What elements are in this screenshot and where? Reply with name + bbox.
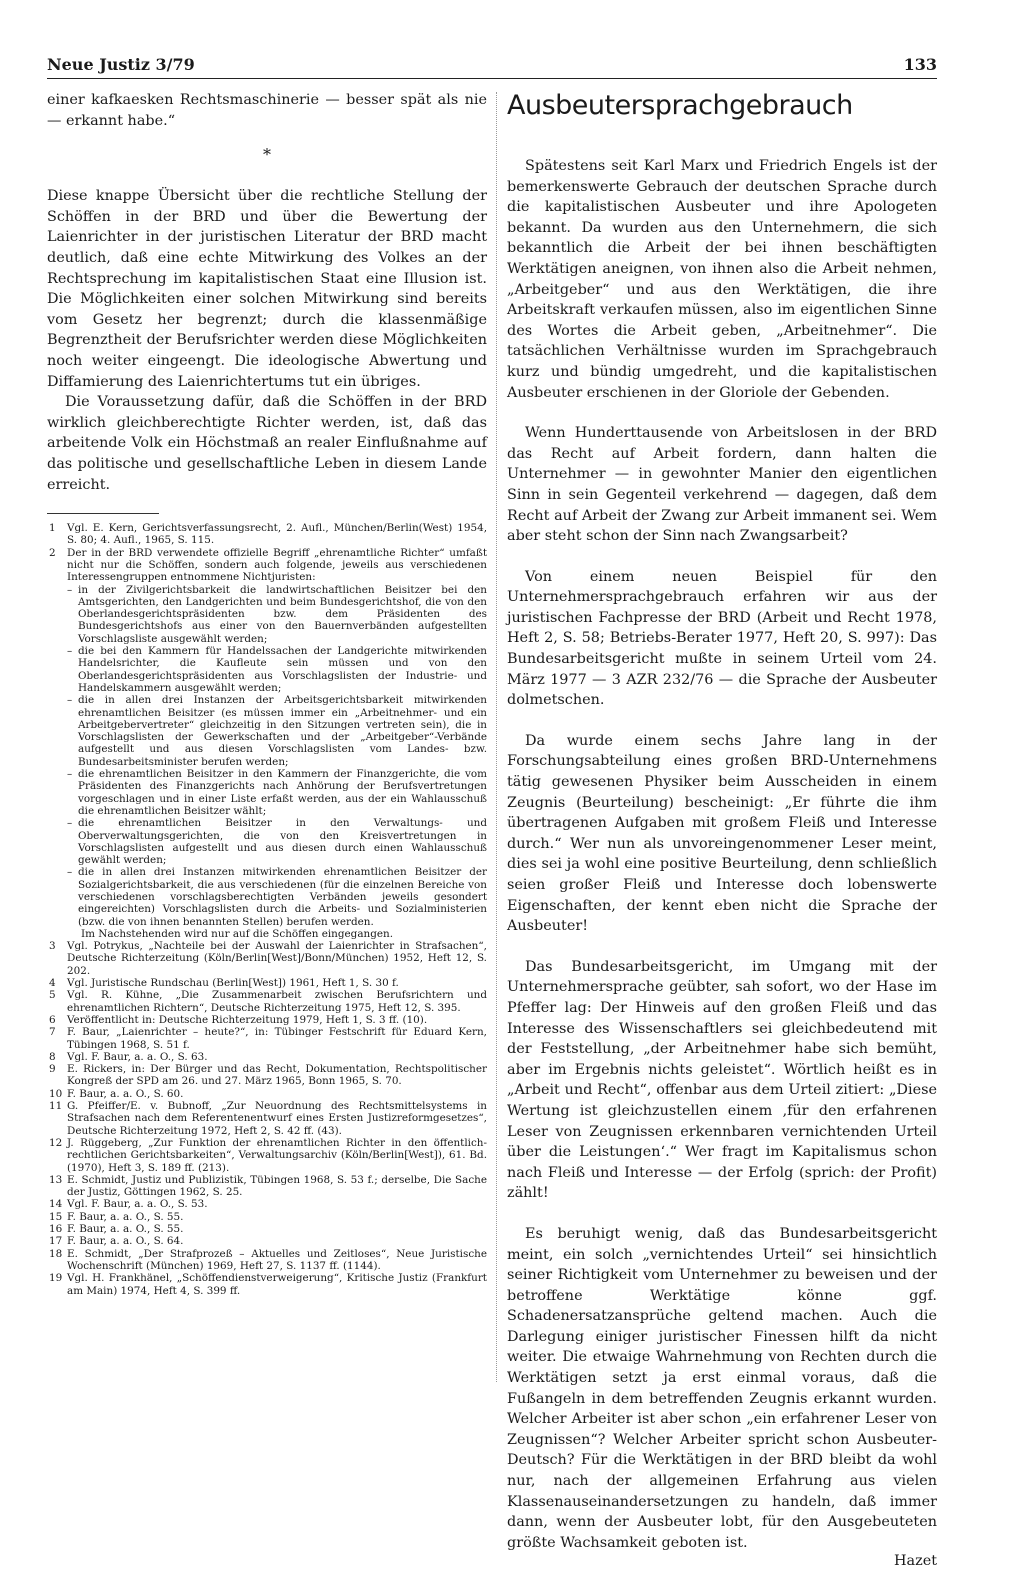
body-paragraph: Da wurde einem sechs Jahre lang in der Forschungsabteilung eines großen BRD-Unternehmens tätig gewesenen Physiker beim Ausscheiden in einem Zeugnis (Beurteilung) bescheinigt: „Er führte die ihm übertragenen Aufgaben mit großem Fleiß und Interesse durch.“ Wer nun als unvoreingenommener Leser meint, dies sei ja wohl eine positive Beurteilung, denn schließlich seien großer Fleiß und Interesse doch lobenswerte Eigenschaften, der kennt eben nicht die Sprache der Ausbeuter! (507, 732, 937, 935)
dash-bullet: – (67, 645, 73, 658)
footnote-item (47, 1051, 487, 1063)
footnote-item (47, 1198, 487, 1210)
footnote-number: 14 (49, 1198, 63, 1211)
footnote-item (47, 940, 487, 977)
footnote-text: F. Baur, a. a. O., S. 64. (67, 1235, 184, 1248)
footnote-item (47, 1248, 487, 1273)
column-divider (496, 92, 497, 1382)
footnote-item (47, 547, 487, 941)
dash-bullet: – (67, 768, 73, 781)
footnote-text: Vgl. R. Kühne, „Die Zusammenarbeit zwischen Berufsrichtern und ehrenamtlichen Richtern“, Deutsche Richterzeitung 1975, Heft 12, S. 395. (67, 989, 487, 1014)
footnote-item (47, 1088, 487, 1100)
footnote-text: F. Baur, a. a. O., S. 55. (67, 1210, 184, 1223)
footnote-number: 5 (49, 989, 56, 1002)
footnote-text: J. Rüggeberg, „Zur Funktion der ehrenamtlichen Richter in den öffentlich-rechtlichen Gerichtsbarkeiten“, Verwaltungsarchiv (Köln/Berlin[West]), 61. Bd. (1970), Heft 3, S. 189 ff. (213). (67, 1136, 487, 1174)
footnote-subitem (67, 584, 487, 645)
footnote-number: 12 (49, 1136, 63, 1149)
footnote-text: Vgl. Juristische Rundschau (Berlin[West]) 1961, Heft 1, S. 30 f. (67, 977, 399, 990)
author-signature: Hazet (893, 1553, 937, 1569)
footnote-item (47, 1063, 487, 1088)
footnote-item (47, 1272, 487, 1297)
footnote-text: Vgl. Potrykus, „Nachteile bei der Auswahl der Laienrichter in Strafsachen“, Deutsche Richterzeitung (Köln/Berlin[West]/Bonn/München) 1952, Heft 12, S. 202. (67, 940, 487, 977)
footnote-text: E. Schmidt, Justiz und Publizistik, Tübingen 1968, S. 53 f.; derselbe, Die Sache der Justiz, Göttingen 1962, S. 25. (67, 1173, 487, 1199)
article-title: Ausbeutersprachgebrauch (507, 90, 853, 121)
body-paragraph: Es beruhigt wenig, daß das Bundesarbeitsgericht meint, ein solch „vernichtendes Urteil“ sei hinsichtlich seiner Richtigkeit vom Unternehmer zu beweisen und der betroffene Werktätige könne ggf. Schadenersatzansprüche geltend machen. Auch die Darlegung einiger juristischer Finessen hilft da nicht weiter. Die etwaige Wahrnehmung von Rechten durch die Werktätigen setzt ja erst einmal voraus, daß die Fußangeln in dem betreffenden Zeugnis erkannt wurden. Welcher Arbeiter ist aber schon „ein erfahrener Leser von Zeugnissen“? Welcher Arbeiter spricht schon Ausbeuter-Deutsch? Für die Werktätigen in der BRD bleibt da wohl nur, nach der allgemeinen Erfahrung aus vielen Klassenauseinandersetzungen zu handeln, daß immer dann, wenn der Ausbeuter lobt, für den Ausgebeuteten größte Wachsamkeit geboten ist. (507, 1225, 937, 1551)
footnote-number: 13 (49, 1173, 63, 1186)
footnote-number: 8 (49, 1050, 56, 1063)
body-paragraph: Die Voraussetzung dafür, daß die Schöffen in der BRD wirklich gleichberechtigte Richter werden, ist, daß das arbeitende Volk ein Höchstmaß an realer Einflußnahme auf das politische und gesellschaftliche Leben in diesem Lande erreicht. (47, 394, 487, 493)
footnote-subitem-text: in der Zivilgerichtsbarkeit die landwirtschaftlichen Beisitzer bei den Amtsgerichten, den Landgerichten und beim Bundesgerichtshof, die von den Oberlandesgerichtspräsidenten bzw. dem Präsidenten des Bundesgerichtshofs aus einer von den Bauernverbänden aufgestellten Vorschlagsliste ausgewählt werden; (78, 583, 487, 645)
footnote-text: F. Baur, „Laienrichter – heute?“, in: Tübinger Festschrift für Eduard Kern, Tübingen 1968, S. 51 f. (67, 1026, 487, 1051)
continued-text: einer kafkaesken Rechtsmaschinerie — besser spät als nie — erkannt habe.“ (47, 92, 487, 129)
footnote-text: G. Pfeiffer/E. v. Bubnoff, „Zur Neuordnung des Rechtsmittelsystems in Strafsachen nach dem Referentenentwurf eines Ersten Justizreformgesetzes“, Deutsche Richterzeitung 1972, Heft 2, S. 42 ff. (43). (67, 1100, 487, 1137)
body-paragraph: Diese knappe Übersicht über die rechtliche Stellung der Schöffen in der BRD und über die Bewertung der Laienrichter in der juristischen Literatur der BRD macht deutlich, daß eine echte Mitwirkung des Volkes an der Rechtsprechung im kapitalistischen Staat eine Illusion ist. Die Möglichkeiten einer solchen Mitwirkung sind bereits vom Gesetz her begrenzt; durch die klassenmäßige Begrenztheit der Berufsrichter werden diese Möglichkeiten noch weiter eingeengt. Die ideologische Abwertung und Diffamierung des Laienrichtertums tut ein übriges. (47, 188, 487, 390)
dash-bullet: – (67, 694, 73, 707)
body-paragraph: Von einem neuen Beispiel für den Unternehmersprachgebrauch erfahren wir aus der juristischen Fachpresse der BRD (Arbeit und Recht 1978, Heft 2, S. 58; Betriebs-Berater 1977, Heft 20, S. 997): Das Bundesarbeitsgericht mußte in seinem Urteil vom 24. März 1977 — 3 AZR 232/76 — die Sprache der Ausbeuter dolmetschen. (507, 568, 937, 709)
footnote-item (47, 1235, 487, 1247)
footnote-subitem-text: die in allen drei Instanzen mitwirkenden ehrenamtlichen Beisitzer der Sozialgerichtsbarkeit, die aus verschiedenen (für die einzelnen Bereiche von verschiedenen vorschlagsberechtigten Verbänden jeweils gesondert eingereichten) Vorschlagslisten durch die Arbeits- und Sozialministerien (bzw. die von ihnen benannten Stellen) berufen werden. (78, 866, 487, 928)
footnote-text: F. Baur, a. a. O., S. 55. (67, 1223, 184, 1236)
footnote-subitem-text: die bei den Kammern für Handelssachen der Landgerichte mitwirkenden Handelsrichter, die Kaufleute sein müssen und von den Oberlandesgerichtspräsidenten aus Vorschlagslisten der Industrie- und Handelskammern ausgewählt werden; (78, 645, 487, 694)
footnote-number: 16 (49, 1223, 63, 1236)
footnote-subitem (67, 645, 487, 694)
footnote-number: 6 (49, 1013, 56, 1026)
footnote-rule (47, 513, 159, 514)
body-paragraph: Wenn Hunderttausende von Arbeitslosen in der BRD das Recht auf Arbeit fordern, dann halten die Unternehmer — in gewohnter Manier den eigentlichen Sinn in sein Gegenteil verkehrend — dagegen, daß dem Recht auf Arbeit der Zwang zur Arbeit immanent sei. Wem aber steht schon der Sinn nach Zwangsarbeit? (507, 425, 937, 545)
footnote-item (47, 989, 487, 1014)
footnote-text: Der in der BRD verwendete offizielle Begriff „ehrenamtliche Richter“ umfaßt nicht nur die Schöffen, sondern auch folgende, jeweils aus verschiedenen Interessengruppen entnommene Nichtjuristen: (67, 546, 487, 584)
footnote-item (47, 1211, 487, 1223)
body-paragraph: Das Bundesarbeitsgericht, im Umgang mit der Unternehmersprache geübter, sah sofort, wo der Hase im Pfeffer lag: Der Hinweis auf den großen Fleiß und das Interesse des Wissenschaftlers sei gleichbedeutend mit der Feststellung, „der Arbeitnehmer habe sich bemüht, aber im Ergebnis nichts geleistet“. Wörtlich heißt es in „Arbeit und Recht“, offenbar aus dem Urteil zitiert: „Diese Wertung ist gleichzustellen einem ‚für den erfahrenen Leser von Zeugnissen erkennbaren vernichtenden Urteil über die Leistungen‘.“ Wer fragt im Kapitalismus schon nach Fleiß und Interesse — der Erfolg (sprich: der Profit) zählt! (507, 958, 937, 1202)
footnote-text: Vgl. H. Frankhänel, „Schöffendienstverweigerung“, Kritische Justiz (Frankfurt am Main) 1974, Heft 4, S. 399 ff. (67, 1272, 487, 1297)
right-column (507, 90, 937, 1569)
header-rule (47, 78, 937, 79)
footnote-text: Vgl. F. Baur, a. a. O., S. 63. (67, 1050, 208, 1063)
footnote-number: 7 (49, 1026, 56, 1039)
footnote-number: 2 (49, 546, 56, 559)
footnote-number: 4 (49, 977, 56, 990)
footnote-subitem-text: die in allen drei Instanzen der Arbeitsgerichtsbarkeit mitwirkenden ehrenamtlichen Beisitzer (es müssen immer ein „Arbeitnehmer- und ein Arbeitgebervertreter“ gleichzeitig in den Sitzungen vertreten sein), die in Vorschlagslisten der Gewerkschaften und der „Arbeitgeber“-Verbände aufgestellt und aus diesen Vorschlagslisten vom Landes- bzw. Bundesarbeitsminister berufen werden; (78, 694, 487, 768)
journal-issue: Neue Justiz 3/79 (47, 55, 195, 74)
footnote-number: 18 (49, 1247, 63, 1260)
section-separator: * (263, 145, 271, 165)
footnote-number: 1 (49, 522, 56, 535)
footnote-subitem-text: die ehrenamtlichen Beisitzer in den Verwaltungs- und Oberverwaltungsgerichten, die von den Kreisvertretungen in Vorschlagslisten aufgestellt und aus diesen durch einen Wahlausschuß gewählt werden; (78, 817, 487, 867)
footnote-number: 19 (49, 1272, 63, 1285)
footnote-number: 15 (49, 1210, 63, 1223)
footnote-number: 17 (49, 1235, 63, 1248)
dash-bullet: – (67, 583, 73, 596)
footnote-number: 9 (49, 1063, 56, 1076)
body-paragraph: Spätestens seit Karl Marx und Friedrich Engels ist der bemerkenswerte Gebrauch der deutschen Sprache durch die kapitalistischen Ausbeuter und ihre Apologeten bekannt. Da wurden aus den Unternehmern, die sich bekanntlich die Arbeit der bei ihnen beschäftigten Werktätigen aneignen, von ihnen also die Arbeit nehmen, „Arbeitgeber“ und aus den Werktätigen, die ihre Arbeitskraft verkaufen müssen, also im eigentlichen Sinne des Wortes die Arbeit geben, „Arbeitnehmer“. Die tatsächlichen Verhältnisse wurden im Sprachgebrauch kurz und bündig umgedreht, und die kapitalistischen Ausbeuter erschienen in der Gloriole der Gebenden. (507, 158, 937, 401)
footnote-subitem (67, 768, 487, 817)
footnote-item (47, 1100, 487, 1137)
footnote-item (47, 1014, 487, 1026)
left-column (47, 90, 487, 1297)
page-header (47, 55, 937, 81)
footnote-item (47, 522, 487, 547)
footnote-subitem (67, 866, 487, 927)
footnote-text: E. Rickers, in: Der Bürger und das Recht, Dokumentation, Rechtspolitischer Kongreß der SPD am 26. und 27. März 1965, Bonn 1965, S. 70. (67, 1063, 487, 1088)
dash-bullet: – (67, 817, 73, 830)
footnote-text: E. Schmidt, „Der Strafprozeß – Aktuelles und Zeitloses“, Neue Juristische Wochenschrift (München) 1969, Heft 27, S. 1137 ff. (1144). (67, 1247, 487, 1272)
dash-bullet: – (67, 866, 73, 879)
footnote-item (47, 1174, 487, 1199)
footnote-number: 3 (49, 940, 56, 953)
page-number: 133 (903, 55, 937, 74)
footnote-text: Vgl. F. Baur, a. a. O., S. 53. (67, 1198, 208, 1211)
footnote-item (47, 977, 487, 989)
footnote-item (47, 1137, 487, 1174)
footnote-subitem (67, 817, 487, 866)
footnote-text: F. Baur, a. a. O., S. 60. (67, 1087, 184, 1100)
footnote-number: 10 (49, 1087, 63, 1100)
footnote-subitem-text: die ehrenamtlichen Beisitzer in den Kammern der Finanzgerichte, die vom Präsidenten des Finanzgerichts nach Anhörung der Berufsvertretungen vorgeschlagen und in einer Liste erfaßt werden, aus der ein Wahlausschuß die ehrenamtlichen Beisitzer wählt; (78, 768, 487, 817)
footnote-list (47, 522, 487, 1297)
footnote-tail: Im Nachstehenden wird nur auf die Schöffen eingegangen. (81, 927, 394, 940)
footnote-text: Veröffentlicht in: Deutsche Richterzeitung 1979, Heft 1, S. 3 ff. (10). (67, 1013, 428, 1026)
footnote-item (47, 1223, 487, 1235)
footnote-text: Vgl. E. Kern, Gerichtsverfassungsrecht, 2. Aufl., München/Berlin(West) 1954, S. 80; 4. Aufl., 1965, S. 115. (67, 522, 487, 547)
footnote-item (47, 1026, 487, 1051)
footnote-number: 11 (49, 1100, 63, 1113)
footnote-subitem (67, 694, 487, 768)
